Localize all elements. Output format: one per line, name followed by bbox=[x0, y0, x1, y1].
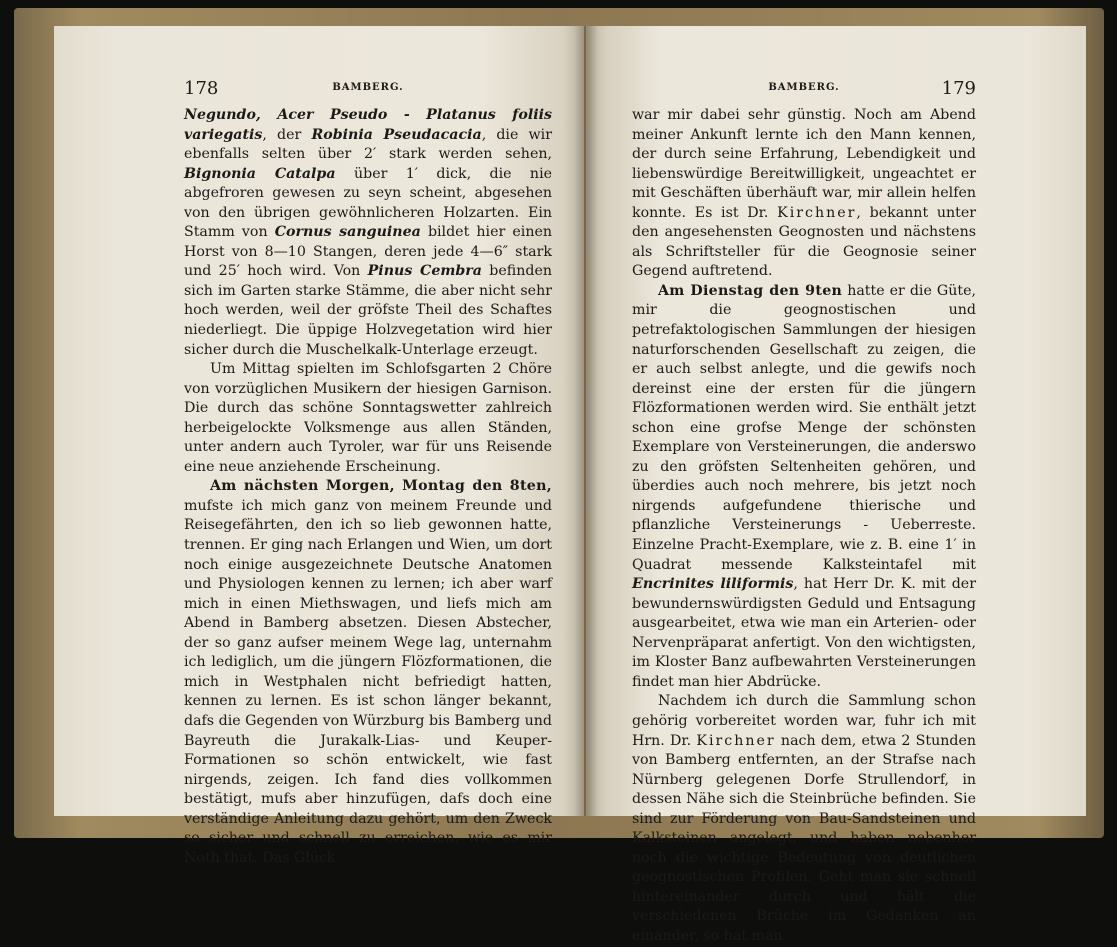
left-page bbox=[54, 26, 584, 866]
paragraph bbox=[632, 692, 976, 946]
paragraph bbox=[184, 477, 552, 868]
text-run: Um Mittag spielten im Schlofsgarten 2 Chöre von vorzüglichen Musikern der hiesigen Garnison. Die durch das schöne Sonntagswetter zahlreich herbeigelockte Volksmenge aus allen Ständen, unter andern auch Tyroler, war für uns Reisende eine neue anziehende Erscheinung. bbox=[184, 361, 552, 475]
italic-term: Pinus Cembra bbox=[367, 263, 482, 280]
left-page-header bbox=[184, 78, 552, 104]
spaced-name: Kirchner bbox=[696, 732, 776, 749]
text-run: , bekannt unter den angesehensten Geognosten und nächstens als Schriftsteller für die Geognosie seiner Gegend auftretend. bbox=[632, 204, 976, 280]
date-heading: Am nächsten Morgen, Montag den 8ten, bbox=[210, 478, 552, 495]
italic-term: Negundo, Acer Pseudo - Platanus foliis variegatis bbox=[184, 107, 552, 143]
right-page bbox=[586, 26, 1086, 944]
text-run: mufste ich mich ganz von meinem Freunde und Reisegefährten, den ich so lieb gewonnen hatte, trennen. Er ging nach Erlangen und Wien, um dort noch einige ausgezeichnete Deutsche Anatomen und Physiologen kennen zu lernen; ich aber warf mich in einen Miethswagen, und liefs mich am Abend in Bamberg absetzen. Diesen Abstecher, der so ganz aufser meinem Wege lag, unternahm ich lediglich, um die jüngern Flözformationen, die mich in Westphalen nicht befriedigt hatten, kennen zu lernen. Es ist schon länger bekannt, dafs die Gegenden von Würzburg bis Bamberg und Bayreuth die Jurakalk-Lias- und Keuper-Formationen so schön entwickelt, wie fast nirgends, zeigen. Ich fand dies vollkommen bestätigt, mufs aber hinzufügen, dafs doch eine verständige Anleitung dazu gehört, um den Zweck so sicher und schnell zu erreichen, wie es mir Noth that. Das Glück bbox=[184, 497, 552, 866]
text-run: hatte er die Güte, mir die geognostischen und petrefaktologischen Sammlungen der hiesigen naturforschenden Gesellschaft zu zeigen, die er auch selbst anlegte, und die gewifs noch dereinst eine der ersten für die jüngern Flözformationen werden wird. Sie enthält jetzt schon eine grofse Menge der schönsten Exemplare von Versteinerungen, die anderswo zu den gröfsten Seltenheiten gehören, und überdies auch noch mehrere, bis jetzt noch nirgends aufgefundene thierische und pflanzliche Versteinerungs - Ueberreste. Einzelne Pracht-Exemplare, wie z. B. eine 1′ in Quadrat messende Kalksteintafel mit bbox=[632, 282, 976, 573]
paragraph bbox=[632, 282, 976, 692]
left-page-text bbox=[184, 106, 552, 868]
italic-term: Robinia Pseudacacia bbox=[311, 126, 482, 143]
italic-term: Encrinites liliformis bbox=[632, 576, 794, 593]
text-run: bildet hier einen Horst von 8—10 Stangen, deren jede 4—6″ stark und 25′ hoch wird. Von bbox=[184, 224, 552, 280]
page-number: 178 bbox=[184, 78, 219, 99]
text-run: war mir dabei sehr günstig. Noch am Abend meiner Ankunft lernte ich den Mann kennen, der durch seine Erfahrung, Lebendigkeit und liebenswürdige Bereitwilligkeit, ungeachtet er mit Geschäften überhäuft war, mir allein helfen konnte. Es ist Dr. bbox=[632, 107, 976, 221]
text-run: befinden sich im Garten starke Stämme, die aber nicht sehr hoch werden, weil der gröfste Theil des Schaftes niederliegt. Die üppige Holzvegetation wird hier sicher durch die Muschelkalk-Unterlage erzeugt. bbox=[184, 263, 552, 358]
text-run: , die wir ebenfalls selten über 2′ stark werden sehen, bbox=[184, 126, 552, 163]
text-run: , der bbox=[262, 126, 312, 143]
spaced-name: Kirchner bbox=[777, 204, 857, 221]
text-run: , hat Herr Dr. K. mit der bewundernswürdigsten Geduld und Entsagung ausgearbeitet, etwa wie man ein Arterien- oder Nervenpräparat anfertigt. Von den wichtigsten, im Kloster Banz aufbewahrten Versteinerungen findet man hier Abdrücke. bbox=[632, 576, 976, 690]
text-run: über 1′ dick, die nie abgefroren gewesen zu seyn scheint, abgesehen von den übrigen gewöhnlicheren Holzarten. Ein Stamm von bbox=[184, 165, 553, 241]
right-page-header bbox=[632, 78, 976, 104]
paragraph bbox=[184, 106, 552, 360]
paragraph bbox=[632, 106, 976, 282]
italic-term: Bignonia Catalpa bbox=[184, 165, 336, 182]
paragraph bbox=[184, 360, 552, 477]
book-gutter bbox=[574, 26, 598, 816]
running-head: BAMBERG. bbox=[768, 82, 840, 93]
page-number: 179 bbox=[941, 78, 976, 99]
date-heading: Am Dienstag den 9ten bbox=[658, 282, 843, 299]
book-spread bbox=[14, 8, 1104, 944]
text-run: Nachdem ich durch die Sammlung schon gehörig vorbereitet worden war, fuhr ich mit Hrn. Dr. bbox=[632, 693, 976, 749]
running-head: BAMBERG. bbox=[332, 82, 404, 93]
italic-term: Cornus sanguinea bbox=[274, 224, 421, 241]
right-page-text bbox=[632, 106, 976, 947]
text-run: nach dem, etwa 2 Stunden von Bamberg entfernten, an der Strafse nach Nürnberg gelegenen Dorfe Strullendorf, in dessen Nähe sich die Steinbrüche befinden. Sie sind zur Förderung von Bau-Sandsteinen und Kalksteinen angelegt, und haben nebenher noch die wichtige Bedeutung von deutlichen geognostischen Profilen. Geht man sie schnell hintereinander durch und hält die verschiedenen Brüche im Gedanken an einander, so hat man bbox=[632, 732, 976, 944]
